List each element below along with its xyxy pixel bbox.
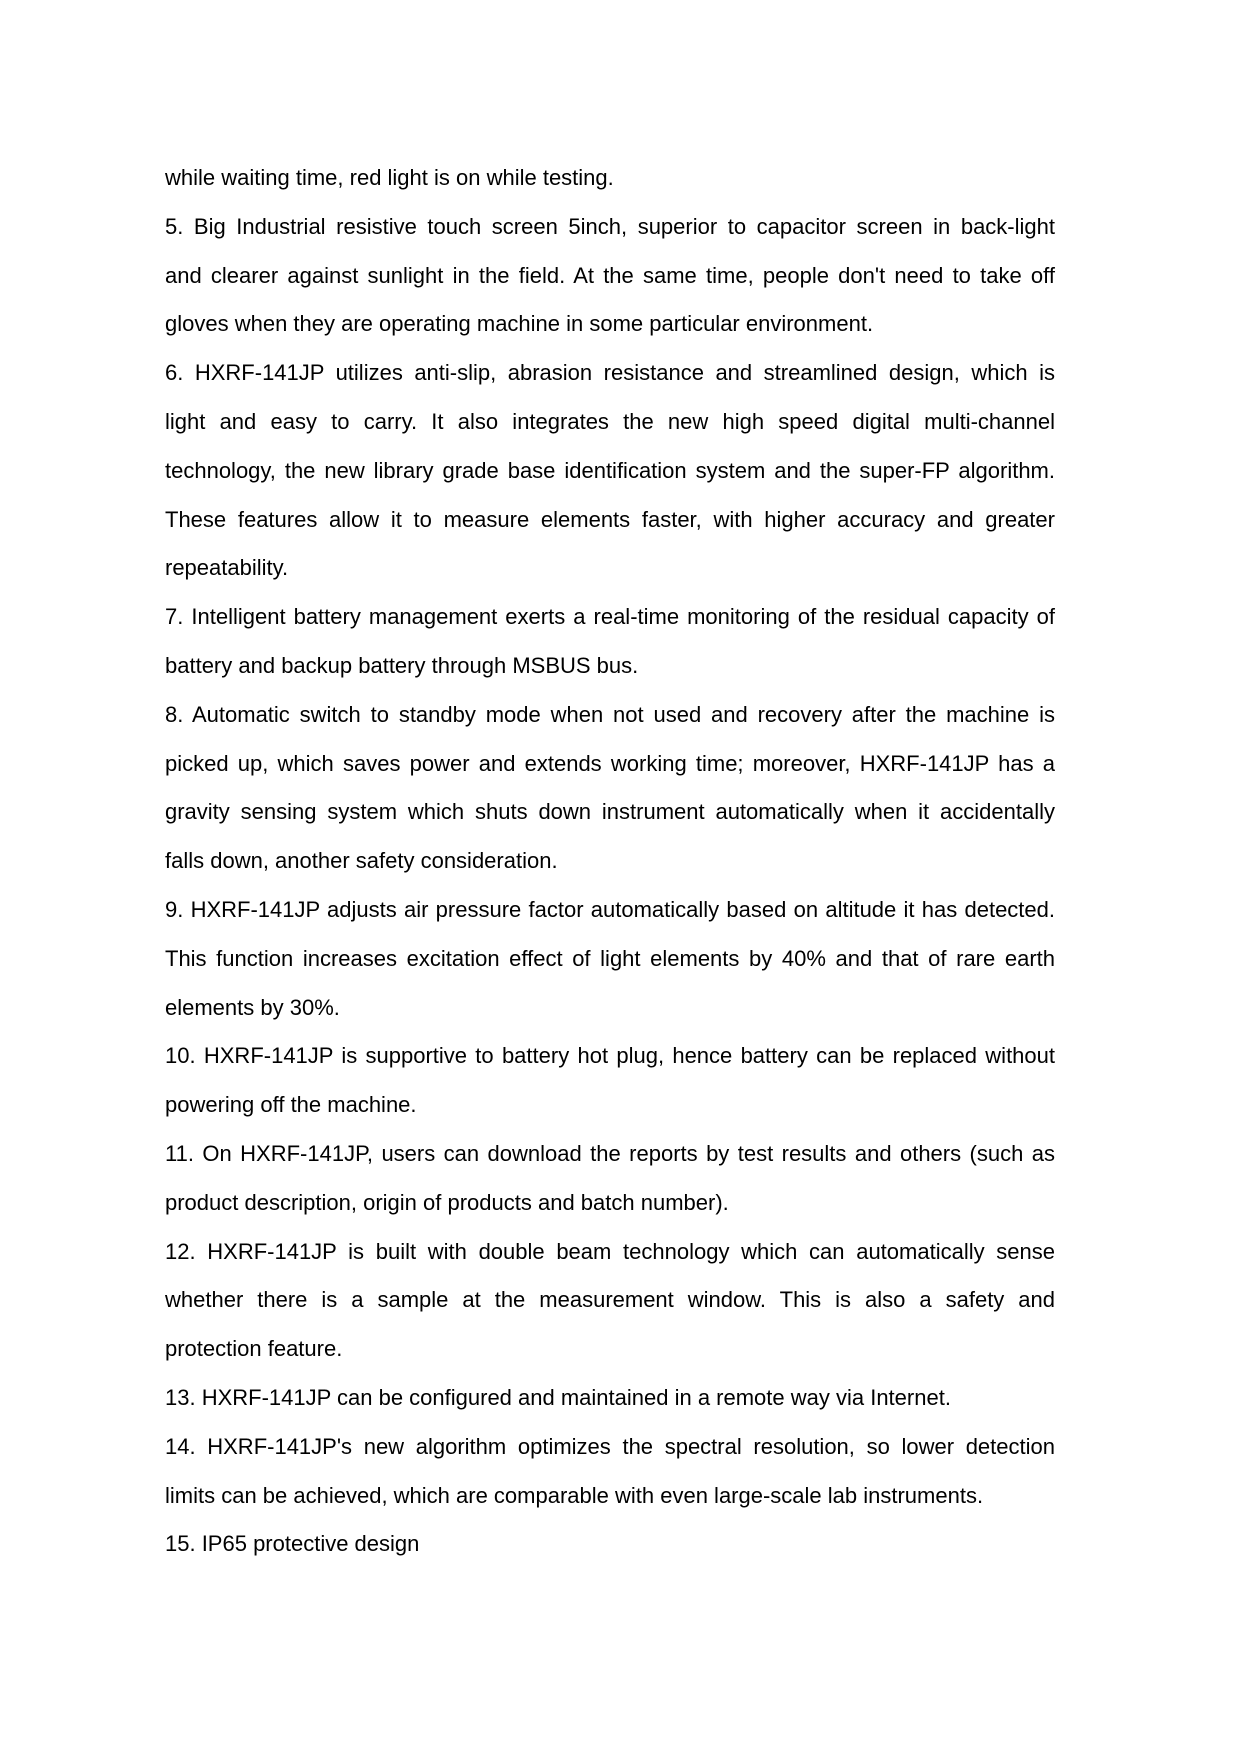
text-line: This function increases excitation effect of light elements by 40% and that of rare earth xyxy=(165,945,1055,971)
paragraph xyxy=(165,691,1055,886)
text-line: 10. HXRF-141JP is supportive to battery hot plug, hence battery can be replaced without xyxy=(165,1043,1055,1069)
paragraph xyxy=(165,1520,1055,1569)
text-line: 11. On HXRF-141JP, users can download the reports by test results and others (such as xyxy=(165,1140,1055,1166)
text-line: picked up, which saves power and extends working time; moreover, HXRF-141JP has a xyxy=(165,750,1055,776)
text-line: 7. Intelligent battery management exerts a real-time monitoring of the residual capacity of xyxy=(165,604,1055,630)
text-line: These features allow it to measure elements faster, with higher accuracy and greater xyxy=(165,506,1055,532)
text-line: 14. HXRF-141JP's new algorithm optimizes the spectral resolution, so lower detection xyxy=(165,1433,1055,1459)
paragraph xyxy=(165,154,1055,203)
text-line: 15. IP65 protective design xyxy=(165,1531,420,1557)
text-line: limits can be achieved, which are comparable with even large-scale lab instruments. xyxy=(165,1482,984,1508)
paragraph xyxy=(165,886,1055,1032)
paragraph xyxy=(165,1423,1055,1521)
paragraph xyxy=(165,349,1055,593)
text-line: battery and backup battery through MSBUS bus. xyxy=(165,652,639,678)
paragraph xyxy=(165,1032,1055,1130)
text-line: elements by 30%. xyxy=(165,994,340,1020)
paragraph xyxy=(165,1374,1055,1423)
text-line: whether there is a sample at the measurement window. This is also a safety and xyxy=(165,1287,1055,1313)
text-line: 8. Automatic switch to standby mode when not used and recovery after the machine is xyxy=(165,701,1055,727)
text-line: repeatability. xyxy=(165,555,289,581)
paragraph xyxy=(165,1228,1055,1374)
text-line: technology, the new library grade base identification system and the super-FP algorithm. xyxy=(165,457,1055,483)
text-line: product description, origin of products and batch number). xyxy=(165,1189,729,1215)
text-line: protection feature. xyxy=(165,1336,343,1362)
text-line: 13. HXRF-141JP can be configured and maintained in a remote way via Internet. xyxy=(165,1384,951,1410)
text-line: and clearer against sunlight in the field. At the same time, people don't need to take off xyxy=(165,262,1055,288)
text-line: light and easy to carry. It also integrates the new high speed digital multi-channel xyxy=(165,408,1055,434)
text-line: powering off the machine. xyxy=(165,1092,417,1118)
paragraph xyxy=(165,203,1055,349)
text-line: 5. Big Industrial resistive touch screen 5inch, superior to capacitor screen in back-light xyxy=(165,213,1055,239)
text-line: gravity sensing system which shuts down instrument automatically when it accidentally xyxy=(165,799,1055,825)
paragraph xyxy=(165,593,1055,691)
text-line: gloves when they are operating machine in some particular environment. xyxy=(165,311,874,337)
document-text xyxy=(165,154,1055,1569)
text-line: while waiting time, red light is on while testing. xyxy=(165,165,614,190)
text-line: 9. HXRF-141JP adjusts air pressure factor automatically based on altitude it has detected. xyxy=(165,896,1055,922)
text-line: 12. HXRF-141JP is built with double beam technology which can automatically sense xyxy=(165,1238,1055,1264)
text-line: 6. HXRF-141JP utilizes anti-slip, abrasion resistance and streamlined design, which is xyxy=(165,360,1055,386)
paragraph xyxy=(165,1130,1055,1228)
text-line: falls down, another safety consideration. xyxy=(165,848,558,874)
